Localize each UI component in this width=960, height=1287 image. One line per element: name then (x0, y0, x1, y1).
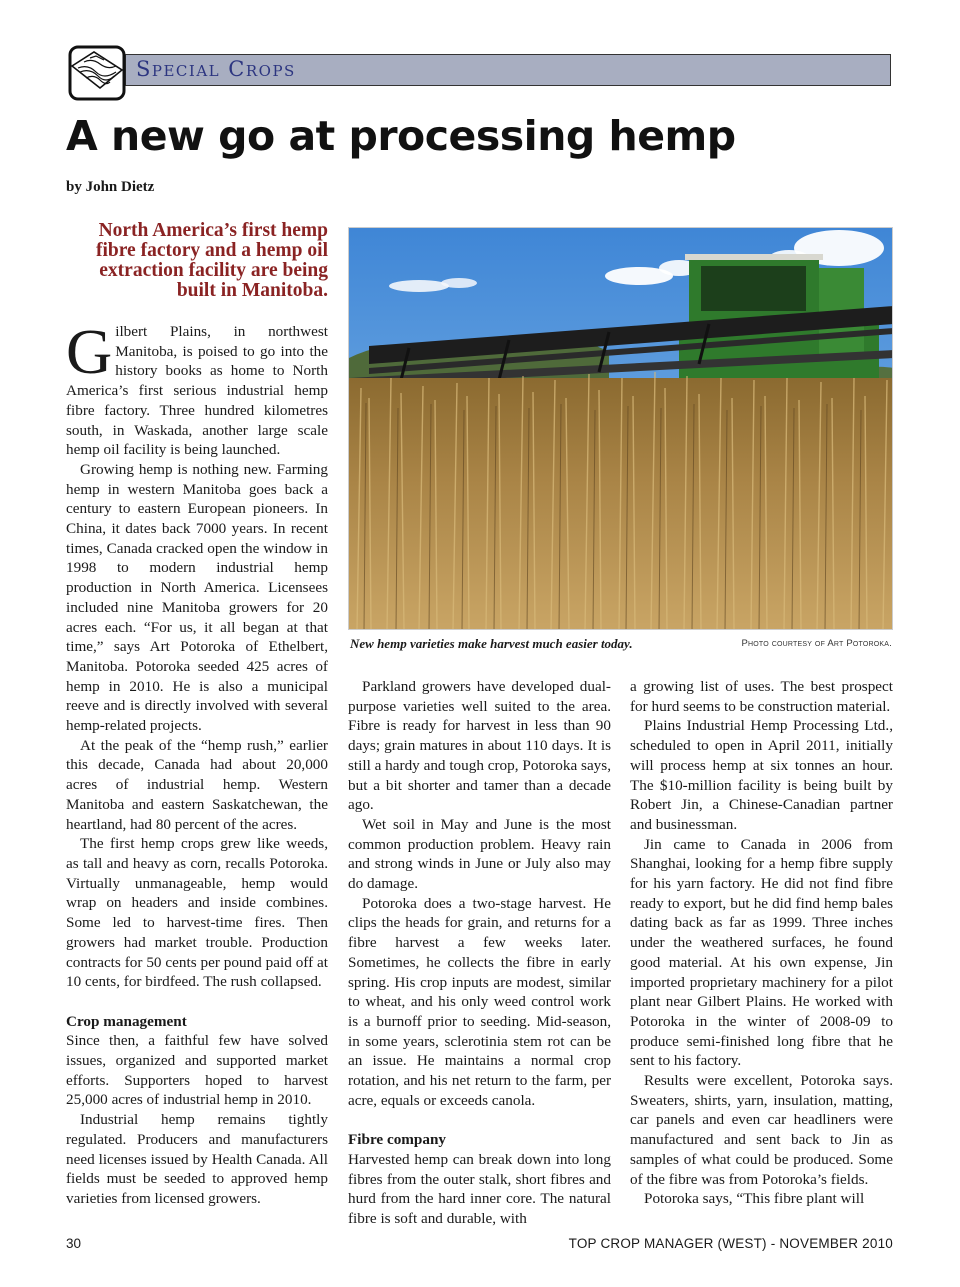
body-paragraph: Jin came to Canada in 2006 from Shanghai, looking for a hemp fibre supply for his yarn factory. He did not find fibre ready to export, but he did find hemp bales dating back as far as 1999. Three inches under the weathered surfaces, he found good material. At his own expense, Jin imported proprietary machinery for a pilot plant near Gilbert Plains. He worked with Potoroka in the winter of 2008-09 to produce semi-finished long fibre that he sent to his factory. (630, 835, 893, 1070)
lead-paragraph: Gilbert Plains, in northwest Manitoba, is poised to go into the history books as home to North America’s first serious industrial hemp fibre factory. Three hundred kilometres south, in Waskada, another large scale hemp oil facility is being launched. (66, 316, 328, 459)
byline: by John Dietz (66, 179, 155, 195)
body-paragraph: Harvested hemp can break down into long fibres from the outer stalk, short fibres and hurd from the hard inner core. The natural fibre is soft and durable, with (348, 1150, 611, 1227)
subheading-fibre-company: Fibre company (348, 1131, 447, 1149)
body-paragraph: Wet soil in May and June is the most common production problem. Heavy rain and strong winds in June or July also may do damage. (348, 815, 611, 893)
body-paragraph: Potoroka does a two-stage harvest. He clips the heads for grain, and returns for a fibre harvest a few weeks later. Sometimes, he collects the fibre in early spring. His crop inputs are modest, similar to wheat, and his only weed control work is a burnoff prior to seeding. Mid-season, in some years, sclerotinia stem rot can be an issue. He maintains a normal crop rotation, and his net return to the farm, per acre, equals or exceeds canola. (348, 894, 611, 1109)
drop-cap: G (66, 316, 113, 387)
body-paragraph: Potoroka says, “This fibre plant will (644, 1190, 865, 1208)
body-paragraph: Plains Industrial Hemp Processing Ltd., scheduled to open in April 2011, initially will process hemp at six tonnes an hour. The $10-million facility is being built by Robert Jin, a Chinese-Canadian partner and businessman. (630, 717, 893, 833)
combine-harvester-hemp-field-photo (348, 227, 893, 630)
photo-credit: Photo courtesy of Art Potoroka. (741, 638, 892, 649)
body-paragraph: At the peak of the “hemp rush,” earlier this decade, Canada had about 20,000 acres of industrial hemp. Western Manitoba and eastern Saskatchewan, the heartland, had 80 percent of the acres. (66, 736, 328, 833)
body-paragraph: Parkland growers have developed dual-purpose varieties well suited to the area. Fibre is ready for harvest in less than 90 days; grain matures in about 110 days. It is still a hardy and tough crop, Potoroka says, but a bit shorter and tamer than a decade ago. (348, 678, 611, 814)
body-paragraph: Growing hemp is nothing new. Farming hemp in western Manitoba goes back a century to eastern European pioneers. In China, it dates back 7000 years. In recent times, Canada cracked open the window in 1998 to modern industrial hemp production in North America. Licensees included nine Manitoba growers for 20 acres each. “For us, it all began at that time,” says Art Potoroka of Ethelbert, Manitoba. Potoroka seeded 425 acres of hemp in 2010. He is also a municipal reeve and is directly involved with several hemp-related projects. (66, 460, 328, 735)
article-column-2 (348, 677, 611, 1229)
article-deck: North America’s first hemp fibre factory and a hemp oil extraction facility are being built in Manitoba. (95, 220, 328, 301)
body-paragraph: a growing list of uses. The best prospect for hurd seems to be construction material. (630, 678, 893, 715)
crop-field-icon (66, 44, 128, 102)
body-paragraph: Industrial hemp remains tightly regulated. Producers and manufacturers need licenses issued by Health Canada. All fields must be seeded to approved hemp varieties from licensed growers. (66, 1111, 328, 1207)
body-paragraph: Since then, a faithful few have solved issues, organized and supported market efforts. Supporters hoped to harvest 25,000 acres of industrial hemp in 2010. (66, 1032, 328, 1109)
page-number: 30 (66, 1236, 82, 1251)
body-paragraph: Results were excellent, Potoroka says. Sweaters, shirts, yarn, insulation, matting, car panels and even car headliners were manufactured and sent back to Jin as samples of what could be produced. Some of the fibre was from Potoroka’s fields. (630, 1072, 893, 1188)
article-column-3 (630, 677, 893, 1209)
publication-footer: TOP CROP MANAGER (WEST) - NOVEMBER 2010 (568, 1236, 893, 1251)
article-column-1 (66, 316, 328, 1209)
photo-caption: New hemp varieties make harvest much easier today. (350, 636, 633, 651)
section-label: Special Crops (136, 57, 296, 81)
subheading-crop-management: Crop management (66, 1012, 187, 1030)
body-paragraph: The first hemp crops grew like weeds, as tall and heavy as corn, recalls Potoroka. Virtually unmanageable, hemp would wrap on headers and inside combines. Some led to harvest-time fires. Then growers had market trouble. Production contracts for 50 cents per pound paid off at 10 cents, for birdfeed. The rush collapsed. (66, 835, 328, 991)
article-headline: A new go at processing hemp (66, 112, 736, 160)
